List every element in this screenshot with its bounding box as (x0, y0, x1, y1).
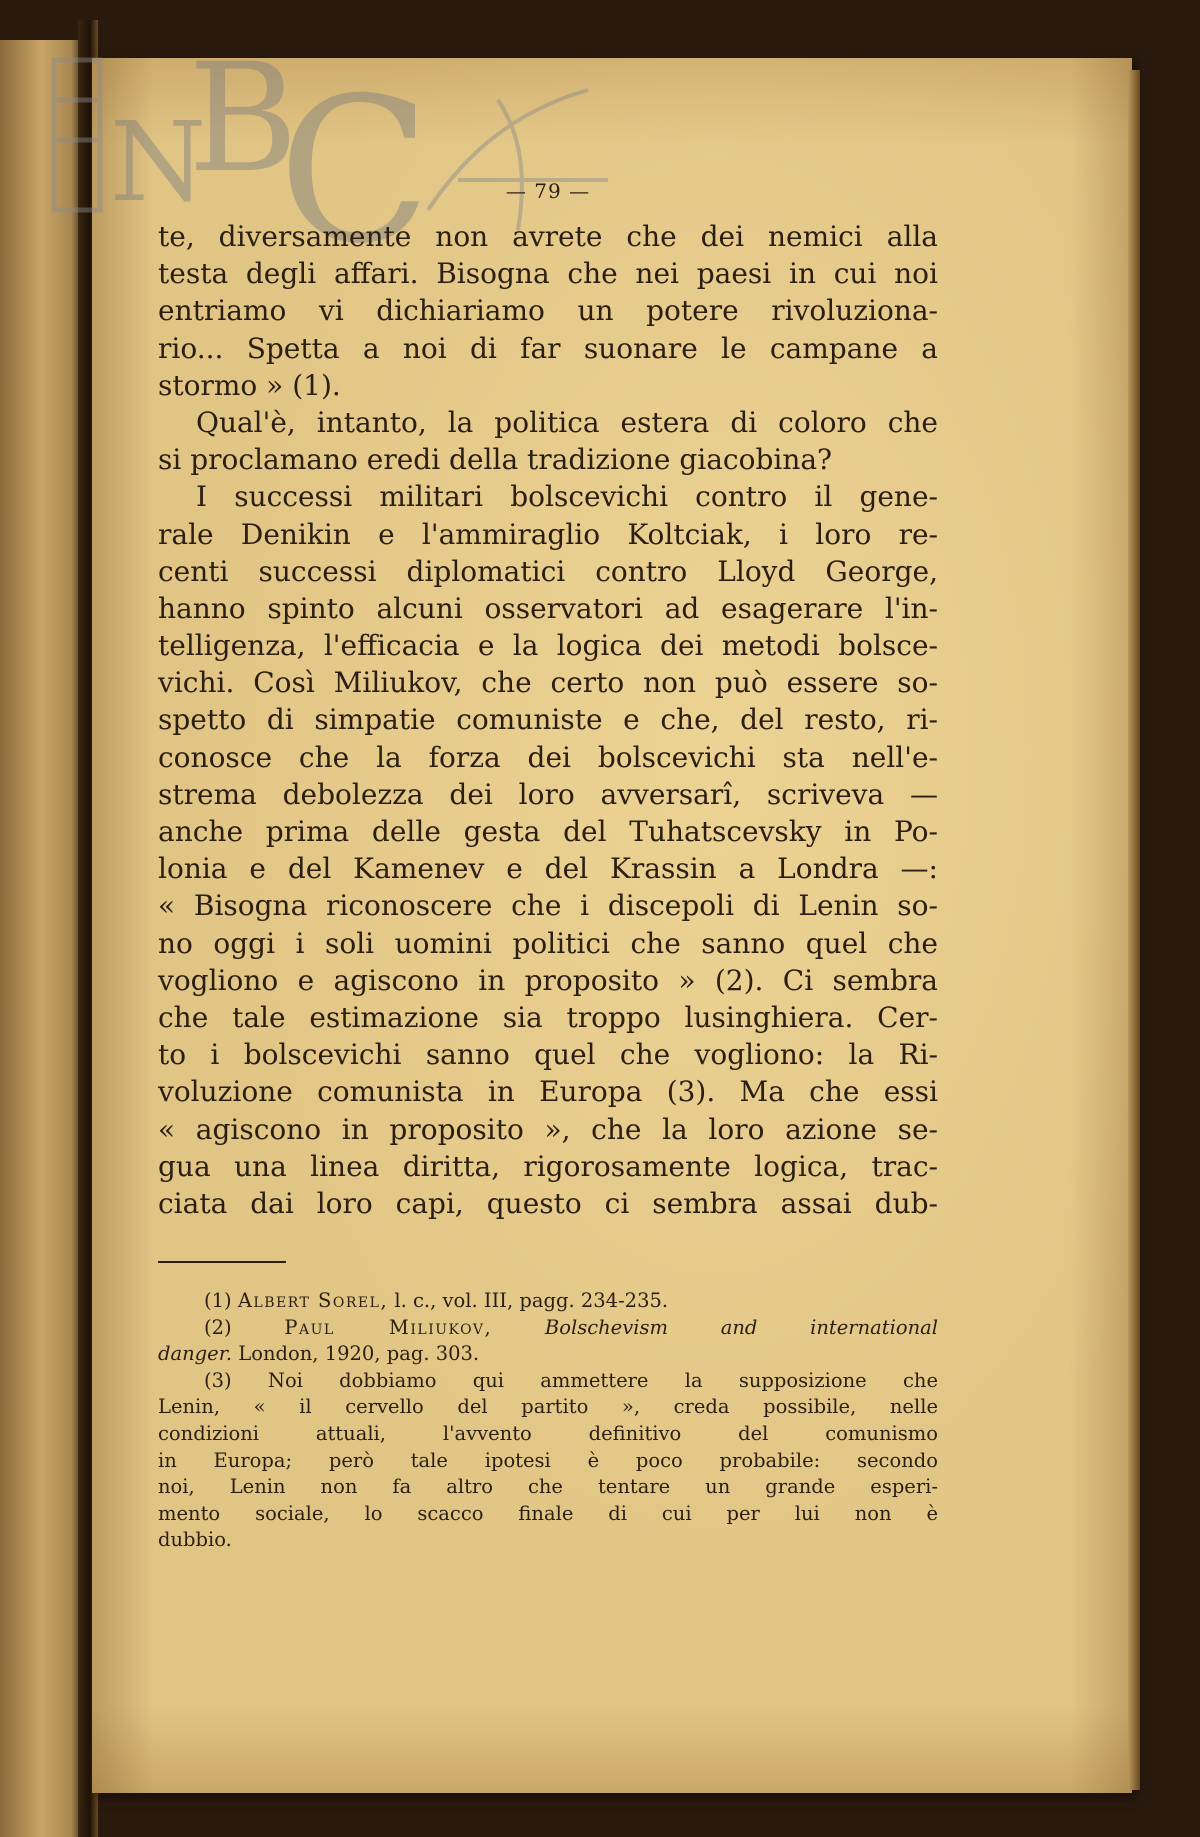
text-line: te, diversamente non avrete che dei nemici alla (158, 220, 938, 253)
footnote-2: (2) Paul Miliukov, Bolschevism and international (204, 1315, 939, 1339)
footnote-2-cont: danger. London, 1920, pag. 303. (158, 1342, 480, 1366)
footnote-3-line: noi, Lenin non fa altro che tentare un grande esperi- (158, 1475, 938, 1499)
text-line: centi successi diplomatici contro Lloyd George, (158, 554, 938, 588)
text-line: anche prima delle gesta del Tuhatscevsky in Po- (158, 815, 938, 848)
facing-page-edge (0, 40, 84, 1837)
text-line: spetto di simpatie comuniste e che, del resto, ri- (158, 703, 938, 737)
text-line: telligenza, l'efficacia e la logica dei metodi bolsce- (158, 629, 938, 663)
text-line: conosce che la forza dei bolscevichi sta nell'e- (158, 740, 938, 774)
svg-text:B: B (188, 32, 299, 206)
page-stack-edge (1128, 70, 1140, 1790)
text-line: si proclamano eredi della tradizione giacobina? (158, 443, 833, 477)
page-number: — 79 — (505, 179, 591, 203)
footnote-3-line: (3) Noi dobbiamo qui ammettere la supposizione che (204, 1368, 938, 1392)
text-line: stormo » (1). (158, 368, 341, 402)
text-line: rio... Spetta a noi di far suonare le campane a (158, 331, 938, 365)
footnote-separator (158, 1261, 286, 1263)
footnote-3-line: mento sociale, lo scacco finale di cui per lui non è (158, 1501, 938, 1525)
text-line: « agiscono in proposito », che la loro azione se- (158, 1112, 938, 1146)
text-line: vichi. Così Miliukov, che certo non può essere so- (158, 666, 938, 700)
text-line: hanno spinto alcuni osservatori ad esagerare l'in- (158, 591, 938, 625)
text-line: gua una linea diritta, rigorosamente logica, trac- (158, 1149, 938, 1183)
text-line: entriamo vi dichiariamo un potere rivoluziona- (158, 294, 938, 328)
footnote-3-line: dubbio. (158, 1528, 232, 1552)
footnote-3-line: Lenin, « il cervello del partito », creda possibile, nelle (158, 1395, 938, 1419)
text-line: vogliono e agiscono in proposito » (2). Ci sembra (158, 963, 938, 997)
footnote-1: (1) Albert Sorel, l. c., vol. III, pagg. 234-235. (204, 1289, 669, 1313)
text-line: testa degli affari. Bisogna che nei paesi in cui noi (158, 257, 938, 291)
page-text (158, 176, 938, 1554)
svg-text:C: C (278, 55, 432, 250)
text-line: Qual'è, intanto, la politica estera di coloro che (196, 405, 938, 439)
footnote-3-line: in Europa; però tale ipotesi è poco probabile: secondo (158, 1448, 938, 1472)
text-line: to i bolscevichi sanno quel che vogliono: la Ri- (158, 1038, 938, 1072)
footnotes (158, 1288, 938, 1554)
text-line: lonia e del Kamenev e del Krassin a Londra —: (158, 852, 938, 886)
text-line: rale Denikin e l'ammiraglio Koltciak, i loro re- (158, 517, 938, 551)
text-line: « Bisogna riconoscere che i discepoli di Lenin so- (158, 889, 938, 923)
text-line: strema debolezza dei loro avversarî, scriveva — (158, 777, 938, 811)
svg-text:N: N (110, 98, 207, 226)
text-line: voluzione comunista in Europa (3). Ma che essi (158, 1075, 938, 1109)
text-line: ciata dai loro capi, questo ci sembra assai dub- (158, 1186, 938, 1220)
text-line: che tale estimazione sia troppo lusinghiera. Cer- (158, 1000, 938, 1034)
footnote-3-line: condizioni attuali, l'avvento definitivo del comunismo (158, 1422, 938, 1446)
text-line: no oggi i soli uomini politici che sanno quel che (158, 926, 938, 960)
text-line: I successi militari bolscevichi contro il gene- (196, 480, 938, 514)
main-text (158, 218, 938, 1222)
